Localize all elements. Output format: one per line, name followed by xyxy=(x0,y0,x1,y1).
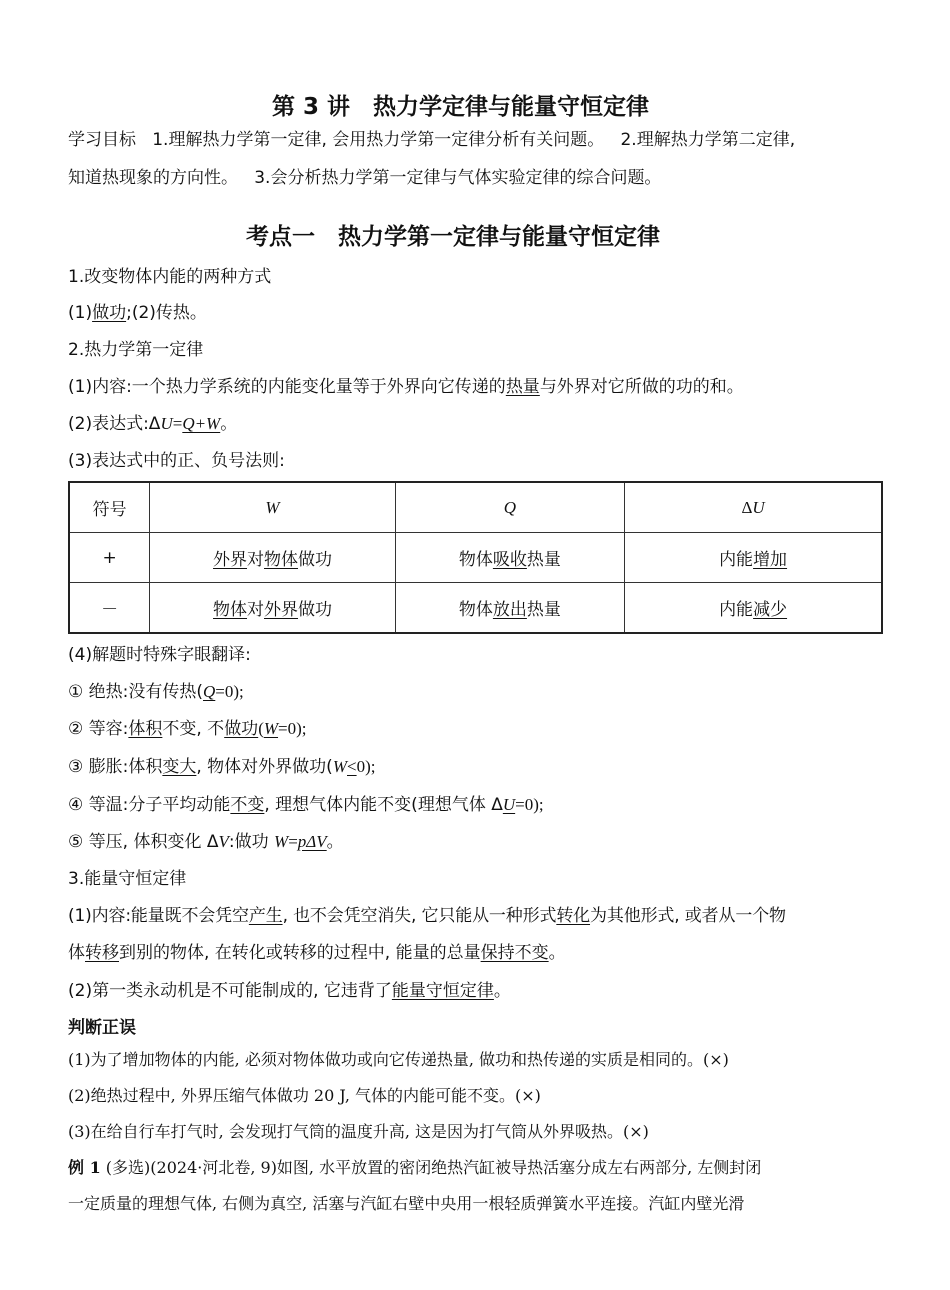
p3-content-line-2 xyxy=(68,938,566,963)
text: (多选)(2024·河北卷, 9)如图, 水平放置的密闭绝热汽缸被导热活塞分成左右两部分, 左侧封闭 xyxy=(100,1158,762,1177)
p1-heading: 1.改变物体内能的两种方式 xyxy=(68,267,272,287)
text: 。 xyxy=(548,943,566,963)
symbol: W xyxy=(265,497,280,517)
underlined-answer: 能量守恒定律 xyxy=(391,981,494,1001)
p2-expression xyxy=(68,409,237,434)
judge-item-3: (3)在给自行车打气时, 会发现打气筒的温度升高, 这是因为打气筒从外界吸热。(×) xyxy=(68,1122,649,1141)
table-row xyxy=(69,533,882,583)
p2-heading: 2.热力学第一定律 xyxy=(68,340,204,360)
underlined-answer: 变大 xyxy=(162,757,197,777)
underlined-answer: 增加 xyxy=(753,550,788,570)
underlined-answer: 产生 xyxy=(248,906,283,926)
text: 对 xyxy=(247,600,265,620)
judge-heading: 判断正误 xyxy=(68,1018,136,1038)
underlined-answer: U xyxy=(502,795,516,814)
underlined-answer: W xyxy=(263,719,279,738)
underlined-answer: 吸收 xyxy=(492,550,527,570)
table-cell xyxy=(625,533,882,583)
text: (2)第一类永动机是不可能制成的, 它违背了 xyxy=(68,981,392,1001)
p3-heading: 3.能量守恒定律 xyxy=(68,869,187,889)
text: 。 xyxy=(220,414,238,434)
text: ④ 等温:分子平均动能 xyxy=(68,795,231,815)
table-cell xyxy=(395,583,624,634)
text: ( xyxy=(258,719,264,738)
p4-item-1 xyxy=(68,677,244,702)
text: 对 xyxy=(247,550,265,570)
underlined-answer: 保持不变 xyxy=(480,943,549,963)
table-cell: + xyxy=(69,533,150,583)
text: = xyxy=(172,414,183,433)
p3-content-line-1 xyxy=(68,901,786,926)
text: 物体 xyxy=(458,600,493,620)
example-line-2: 一定质量的理想气体, 右侧为真空, 活塞与汽缸右壁中央用一根轻质弹簧水平连接。汽缸内壁光滑 xyxy=(68,1194,745,1213)
underlined-answer: pΔV xyxy=(297,832,327,851)
p3-perpetual-motion xyxy=(68,976,511,1001)
underlined-answer: 减少 xyxy=(753,600,788,620)
underlined-answer: 放出 xyxy=(492,600,527,620)
text: (1)内容:一个热力学系统的内能变化量等于外界向它传递的 xyxy=(68,377,506,397)
text: (1)内容:能量既不会凭空 xyxy=(68,906,249,926)
p2-content xyxy=(68,372,744,397)
text: , 理想气体内能不变(理想气体 Δ xyxy=(264,795,503,815)
text: 。 xyxy=(326,832,344,852)
text: 。 xyxy=(493,981,511,1001)
table-cell xyxy=(625,583,882,634)
text: 热量 xyxy=(526,600,561,620)
underlined-answer: 外界 xyxy=(213,550,248,570)
text: 内能 xyxy=(719,550,754,570)
text: =0); xyxy=(215,682,244,701)
example-label: 例 1 xyxy=(68,1158,101,1177)
page-title: 第 3 讲 热力学定律与能量守恒定律 xyxy=(272,94,650,120)
underlined-answer: 热量 xyxy=(505,377,540,397)
text: 与外界对它所做的功的和。 xyxy=(539,377,744,397)
text: 热量 xyxy=(526,550,561,570)
text: , 物体对外界做功( xyxy=(196,757,333,777)
table-cell xyxy=(150,533,395,583)
text: (1) xyxy=(68,303,93,323)
underlined-answer: 做功 xyxy=(224,719,259,739)
text: (2)表达式:Δ xyxy=(68,414,161,434)
goal-1: 1.理解热力学第一定律, 会用热力学第一定律分析有关问题。 xyxy=(152,130,605,150)
p2-rule: (3)表达式中的正、负号法则: xyxy=(68,451,285,471)
p4-item-5 xyxy=(68,827,344,852)
judge-item-1: (1)为了增加物体的内能, 必须对物体做功或向它传递热量, 做功和热传递的实质是相同的。(×) xyxy=(68,1050,729,1069)
text: ③ 膨胀:体积 xyxy=(68,757,163,777)
text: 内能 xyxy=(719,600,754,620)
symbol: Δ xyxy=(741,497,753,517)
underlined-answer: 不变 xyxy=(230,795,265,815)
sign-rule-table xyxy=(68,481,883,634)
p1-line xyxy=(68,298,207,323)
text: ② 等容: xyxy=(68,719,129,739)
text: ⑤ 等压, 体积变化 Δ xyxy=(68,832,219,852)
symbol: W xyxy=(332,757,347,776)
text: :做功 xyxy=(228,832,275,852)
section-heading: 考点一 热力学第一定律与能量守恒定律 xyxy=(246,224,660,250)
table-header xyxy=(150,482,395,533)
underlined-answer: Q xyxy=(203,682,216,701)
underlined-answer: 转化 xyxy=(556,906,591,926)
text: = xyxy=(288,832,298,851)
learning-goals-line-2 xyxy=(68,163,661,188)
table-cell xyxy=(395,533,624,583)
text: ;(2)传热。 xyxy=(126,303,207,323)
goal-3: 3.会分析热力学第一定律与气体实验定律的综合问题。 xyxy=(254,168,662,188)
table-cell xyxy=(150,583,395,634)
text: ① 绝热:没有传热( xyxy=(68,682,204,702)
p4-item-4 xyxy=(68,790,544,815)
p4-item-3 xyxy=(68,752,375,777)
p4-heading: (4)解题时特殊字眼翻译: xyxy=(68,645,251,665)
example-line-1 xyxy=(68,1155,761,1178)
symbol: Q xyxy=(503,497,517,517)
text: 不变, 不 xyxy=(162,719,225,739)
underlined-answer: 转移 xyxy=(85,943,119,963)
text: 为其他形式, 或者从一个物 xyxy=(590,906,786,926)
text: 到别的物体, 在转化或转移的过程中, 能量的总量 xyxy=(119,943,481,963)
table-row xyxy=(69,583,882,634)
table-row xyxy=(69,482,882,533)
judge-item-2: (2)绝热过程中, 外界压缩气体做功 20 J, 气体的内能可能不变。(×) xyxy=(68,1086,541,1105)
text: 做功 xyxy=(298,600,333,620)
underlined-answer: 外界 xyxy=(264,600,299,620)
text: , 也不会凭空消失, 它只能从一种形式 xyxy=(282,906,557,926)
p4-item-2 xyxy=(68,714,307,739)
goal-2: 2.理解热力学第二定律, xyxy=(620,130,796,150)
goal-2-cont: 知道热现象的方向性。 xyxy=(68,168,238,188)
underlined-answer: Q+W xyxy=(182,414,221,433)
learning-goals-line-1 xyxy=(68,125,795,150)
text: =0); xyxy=(515,795,544,814)
table-header xyxy=(395,482,624,533)
text: =0); xyxy=(278,719,307,738)
table-header xyxy=(625,482,882,533)
symbol: U xyxy=(752,497,765,517)
underlined-answer: 做功 xyxy=(92,303,127,323)
text: 物体 xyxy=(458,550,493,570)
table-cell: － xyxy=(69,583,150,634)
symbol: V xyxy=(218,832,229,851)
text: 体 xyxy=(68,943,85,963)
underlined-answer: 物体 xyxy=(264,550,299,570)
text: 0); xyxy=(356,757,376,776)
goals-label: 学习目标 xyxy=(68,130,136,150)
underlined-answer: 体积 xyxy=(128,719,163,739)
underlined-answer: < xyxy=(347,757,357,776)
table-header: 符号 xyxy=(69,482,150,533)
symbol: U xyxy=(160,414,173,433)
text: 做功 xyxy=(298,550,333,570)
symbol: W xyxy=(274,832,289,851)
underlined-answer: 物体 xyxy=(213,600,248,620)
